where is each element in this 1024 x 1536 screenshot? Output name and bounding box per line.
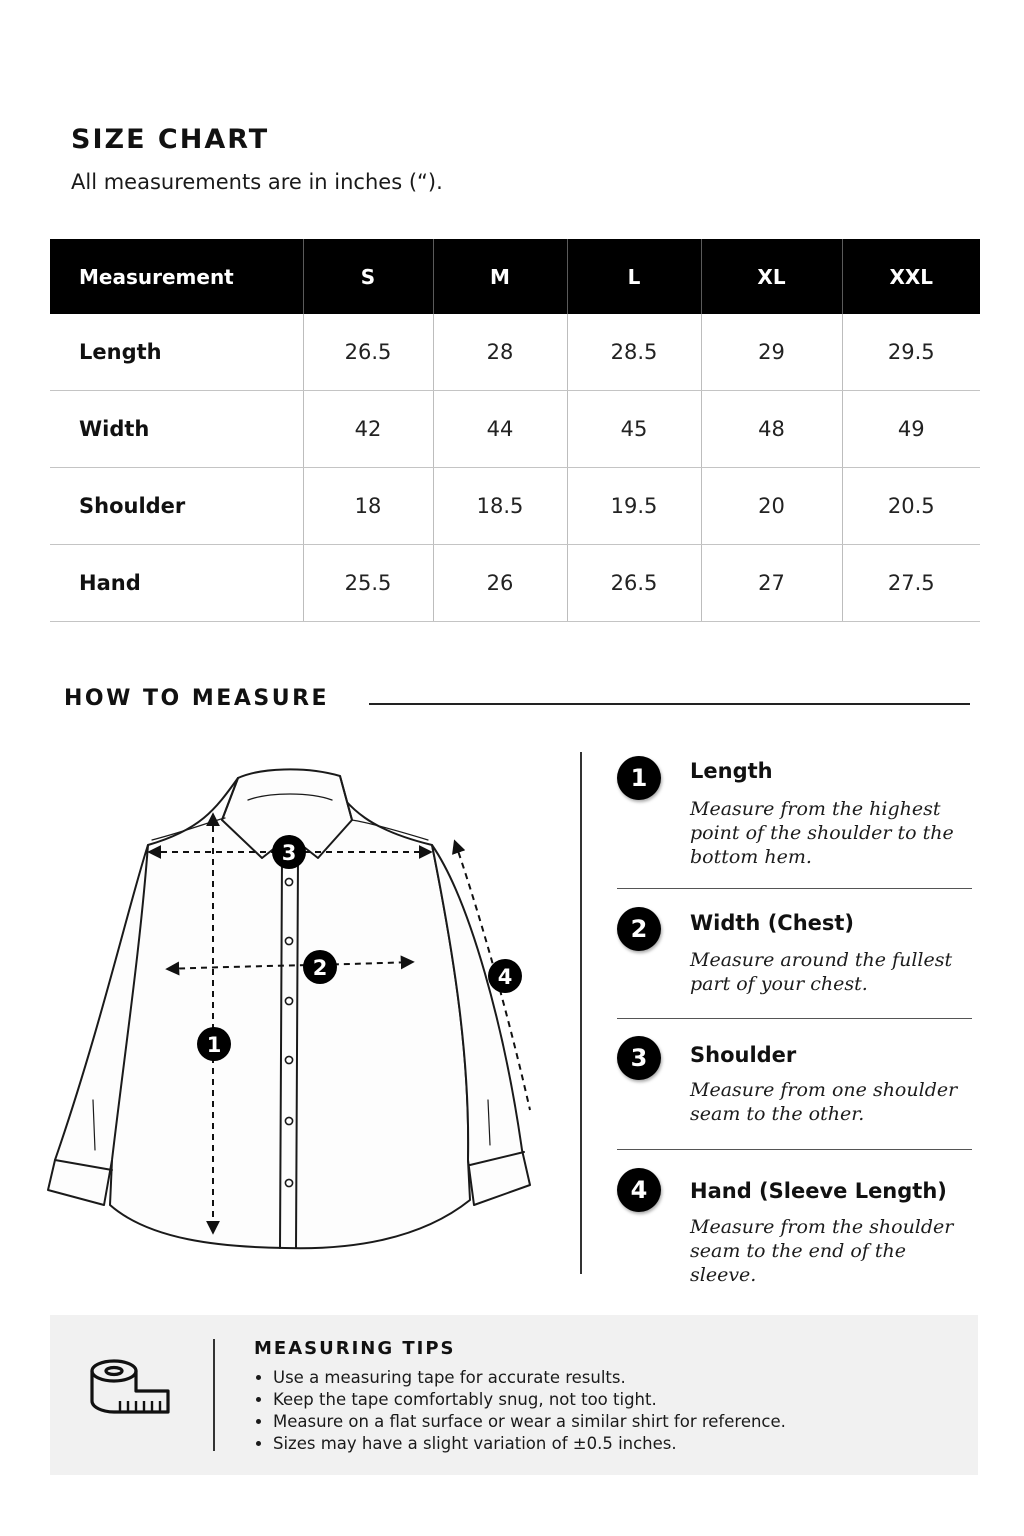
- list-item: • Use a measuring tape for accurate results.: [273, 1367, 786, 1389]
- column-header-xxl: XXL: [842, 239, 980, 314]
- page-subtitle: All measurements are in inches (“).: [71, 170, 443, 194]
- table-row-width: [50, 391, 980, 468]
- step-title: Hand (Sleeve Length): [690, 1179, 947, 1203]
- shirt-outline-icon: [40, 760, 540, 1260]
- shirt-marker-4: [488, 959, 522, 993]
- svg-text:4: 4: [497, 965, 513, 989]
- table-cell: 48: [701, 391, 842, 468]
- column-header-xl: XL: [701, 239, 842, 314]
- column-header-s: S: [303, 239, 433, 314]
- table-cell: 27.5: [842, 545, 980, 622]
- table-cell: 20: [701, 468, 842, 545]
- column-header-measurement: Measurement: [50, 239, 303, 314]
- table-header-row: [50, 239, 980, 314]
- table-cell: 29.5: [842, 314, 980, 391]
- list-item: • Sizes may have a slight variation of ±0.5 inches.: [273, 1433, 786, 1455]
- table-row-shoulder: [50, 468, 980, 545]
- table-cell: 26.5: [303, 314, 433, 391]
- tips-list: [256, 1367, 786, 1455]
- column-header-m: M: [433, 239, 567, 314]
- heading-rule: [369, 703, 970, 705]
- step-description: Measure around the fullest part of your chest.: [690, 949, 953, 995]
- table-cell: 29: [701, 314, 842, 391]
- row-label: Shoulder: [50, 468, 303, 545]
- table-cell: 45: [567, 391, 701, 468]
- row-label: Length: [50, 314, 303, 391]
- table-row-hand: [50, 545, 980, 622]
- shirt-marker-1: [197, 1027, 231, 1061]
- row-label: Hand: [50, 545, 303, 622]
- tips-divider: [213, 1339, 215, 1451]
- shirt-marker-3: [272, 835, 306, 869]
- table-cell: 25.5: [303, 545, 433, 622]
- table-cell: 19.5: [567, 468, 701, 545]
- table-cell: 44: [433, 391, 567, 468]
- how-to-measure-heading: HOW TO MEASURE: [64, 686, 330, 711]
- svg-text:1: 1: [206, 1033, 222, 1057]
- measuring-tips-panel: [50, 1315, 978, 1475]
- step-divider: [617, 888, 972, 889]
- size-chart-table: [50, 239, 980, 622]
- table-cell: 26.5: [567, 545, 701, 622]
- step-number-badge: 2: [617, 907, 661, 951]
- svg-text:2: 2: [312, 956, 328, 980]
- table-cell: 18: [303, 468, 433, 545]
- step-description: Measure from one shoulder seam to the other.: [690, 1079, 958, 1125]
- list-item: • Measure on a flat surface or wear a similar shirt for reference.: [273, 1411, 786, 1433]
- step-divider: [617, 1149, 972, 1150]
- tips-title: MEASURING TIPS: [254, 1338, 456, 1359]
- shirt-marker-2: [303, 950, 337, 984]
- list-item: • Keep the tape comfortably snug, not too tight.: [273, 1389, 786, 1411]
- measuring-tape-icon: [90, 1357, 172, 1417]
- table-cell: 28.5: [567, 314, 701, 391]
- table-cell: 26: [433, 545, 567, 622]
- step-number-badge: 1: [617, 756, 661, 800]
- step-number-badge: 4: [617, 1168, 661, 1212]
- table-cell: 27: [701, 545, 842, 622]
- table-cell: 42: [303, 391, 433, 468]
- step-title: Width (Chest): [690, 911, 855, 935]
- diagram-divider: [580, 752, 582, 1274]
- step-title: Length: [690, 759, 773, 783]
- step-number-badge: 3: [617, 1036, 661, 1080]
- column-header-l: L: [567, 239, 701, 314]
- step-divider: [617, 1018, 972, 1019]
- table-cell: 20.5: [842, 468, 980, 545]
- svg-text:3: 3: [281, 841, 297, 865]
- step-title: Shoulder: [690, 1043, 797, 1067]
- table-cell: 28: [433, 314, 567, 391]
- step-description: Measure from the highest point of the shoulder to the bottom hem.: [690, 798, 954, 868]
- table-row-length: [50, 314, 980, 391]
- page-title: SIZE CHART: [71, 124, 270, 155]
- table-cell: 49: [842, 391, 980, 468]
- table-cell: 18.5: [433, 468, 567, 545]
- row-label: Width: [50, 391, 303, 468]
- step-description: Measure from the shoulder seam to the end of the sleeve.: [690, 1216, 954, 1286]
